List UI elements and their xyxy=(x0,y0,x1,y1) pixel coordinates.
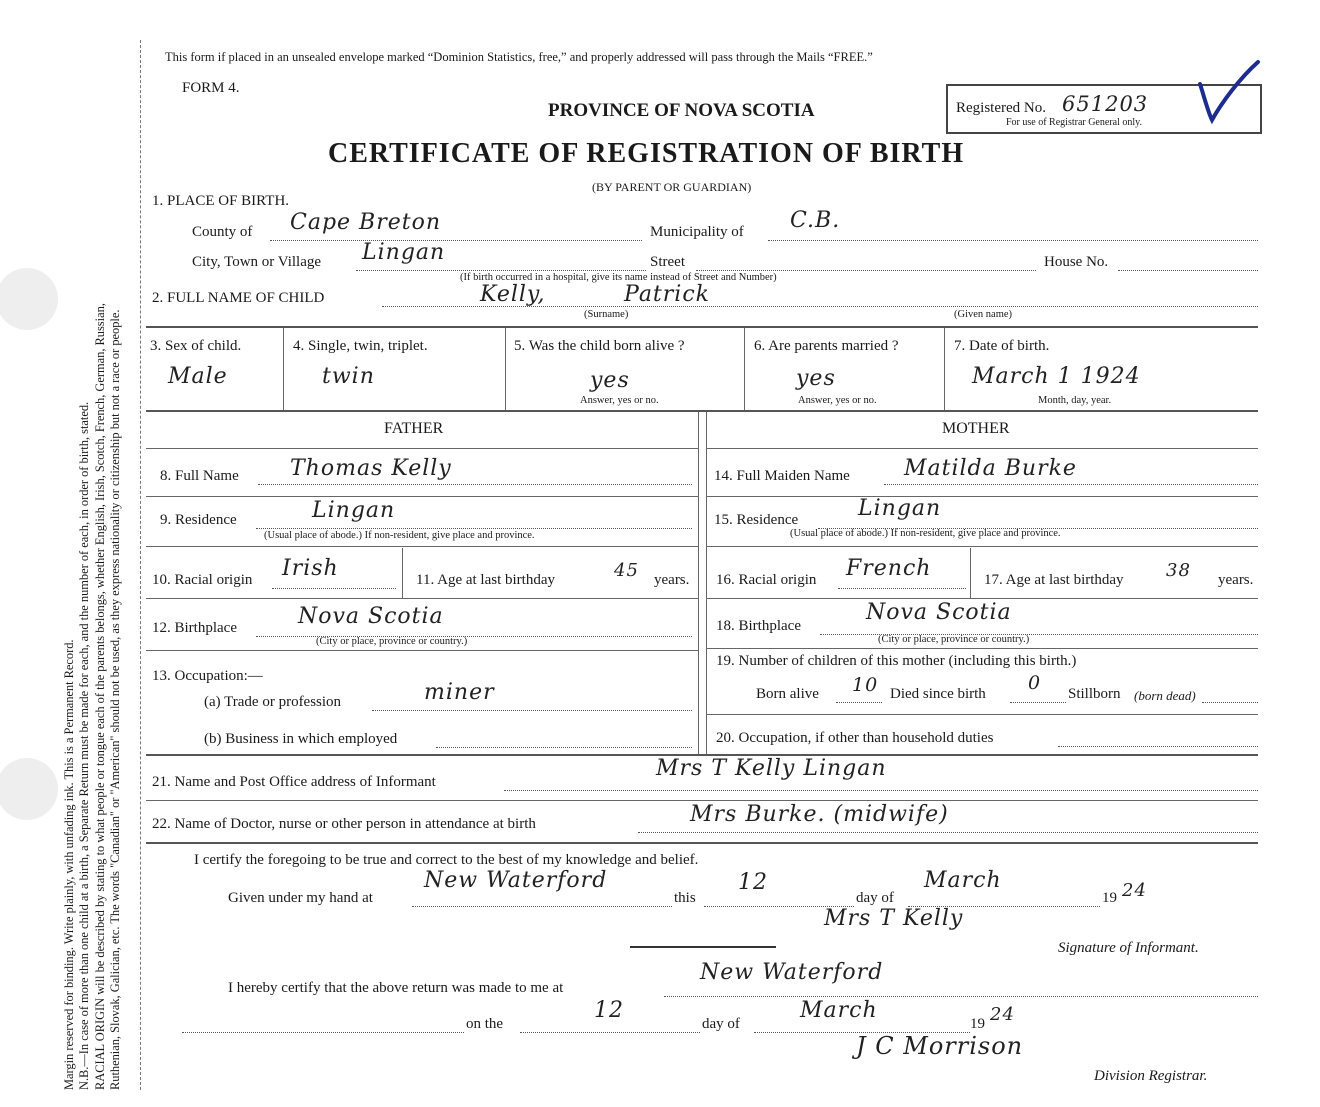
mother-rule-2 xyxy=(706,496,1258,497)
mother-birthplace-caption: (City or place, province or country.) xyxy=(878,634,1030,645)
mother-name-label: 14. Full Maiden Name xyxy=(714,468,850,484)
city-value: Lingan xyxy=(362,240,446,265)
doctor-top-rule xyxy=(146,800,1258,801)
given-year-prefix: 19 xyxy=(1102,890,1117,906)
mail-notice: This form if placed in an unsealed envelope marked “Dominion Statistics, free,” and properly addressed will pass through the Mails “FREE.” xyxy=(165,50,873,64)
father-occupation-label: 13. Occupation:— xyxy=(152,668,263,684)
father-race-line xyxy=(272,588,396,589)
alive-value: yes xyxy=(590,368,630,393)
married-caption: Answer, yes or no. xyxy=(798,395,877,406)
house-no-line xyxy=(1118,270,1258,271)
mother-race-line xyxy=(838,588,966,589)
day-of-label: day of xyxy=(856,890,894,906)
row3-divider-2 xyxy=(505,328,506,410)
father-name-value: Thomas Kelly xyxy=(290,456,452,481)
sex-label: 3. Sex of child. xyxy=(150,338,242,354)
registrar-signature-caption: Division Registrar. xyxy=(1094,1068,1208,1084)
this-label: this xyxy=(674,890,696,906)
mother-occupation-line xyxy=(1058,746,1258,747)
registrar-month-value: March xyxy=(800,998,878,1023)
mother-name-value: Matilda Burke xyxy=(904,456,1077,481)
mother-birthplace-label: 18. Birthplace xyxy=(716,618,801,634)
father-residence-line xyxy=(256,528,692,529)
row3-top-rule xyxy=(146,326,1258,328)
stillborn-label: Stillborn xyxy=(1068,686,1121,702)
certificate-subtitle: (BY PARENT OR GUARDIAN) xyxy=(592,180,752,194)
twin-value: twin xyxy=(322,364,375,389)
certify-text: I certify the foregoing to be true and correct to the best of my knowledge and belief. xyxy=(194,852,699,868)
municipality-value: C.B. xyxy=(790,208,841,233)
father-rule-2 xyxy=(146,496,698,497)
registrar-place-line xyxy=(664,996,1258,997)
certificate-title: CERTIFICATE OF REGISTRATION OF BIRTH xyxy=(328,138,965,169)
place-of-birth-label: 1. PLACE OF BIRTH. xyxy=(152,193,290,209)
mother-rule-3 xyxy=(706,546,1258,547)
given-year-value: 24 xyxy=(1122,880,1147,901)
registrar-place-value: New Waterford xyxy=(700,960,884,985)
given-month-value: March xyxy=(924,868,1002,893)
father-rule-1 xyxy=(146,448,698,449)
mother-race-value: French xyxy=(846,556,932,581)
county-line xyxy=(270,240,642,241)
registrar-day-line xyxy=(520,1032,700,1033)
binding-hole-top xyxy=(0,268,58,330)
informant-value: Mrs T Kelly Lingan xyxy=(656,756,887,781)
father-residence-caption: (Usual place of abode.) If non-resident, give place and province. xyxy=(264,530,535,541)
alive-label: 5. Was the child born alive ? xyxy=(514,338,685,354)
married-value: yes xyxy=(796,366,836,391)
child-given-value: Patrick xyxy=(624,282,710,307)
county-value: Cape Breton xyxy=(290,210,442,235)
doctor-label: 22. Name of Doctor, nurse or other person in attendance at birth xyxy=(152,816,536,832)
registered-no-value: 651203 xyxy=(1062,92,1149,116)
binding-hole-bottom xyxy=(0,758,58,820)
date-label: 7. Date of birth. xyxy=(954,338,1050,354)
father-rule-3 xyxy=(146,546,698,547)
sex-value: Male xyxy=(168,364,228,389)
mother-residence-value: Lingan xyxy=(858,496,942,521)
father-rule-4 xyxy=(146,598,698,599)
row3-divider-1 xyxy=(283,328,284,410)
street-label: Street xyxy=(650,254,685,270)
separator-rule xyxy=(630,946,776,948)
father-birthplace-label: 12. Birthplace xyxy=(152,620,237,636)
hospital-note: (If birth occurred in a hospital, give its name instead of Street and Number) xyxy=(460,272,777,283)
born-alive-line xyxy=(836,702,882,703)
father-heading: FATHER xyxy=(384,420,444,437)
mother-rule-5 xyxy=(706,648,1258,649)
mother-birthplace-value: Nova Scotia xyxy=(866,600,1012,625)
married-label: 6. Are parents married ? xyxy=(754,338,899,354)
row3-bottom-rule xyxy=(146,410,1258,412)
twin-label: 4. Single, twin, triplet. xyxy=(293,338,428,354)
given-under-label: Given under my hand at xyxy=(228,890,373,906)
died-since-birth-label: Died since birth xyxy=(890,686,986,702)
informant-signature: Mrs T Kelly xyxy=(824,906,964,931)
child-name-label: 2. FULL NAME OF CHILD xyxy=(152,290,325,306)
mother-name-line xyxy=(884,484,1258,485)
mother-age-value: 38 xyxy=(1166,560,1191,581)
doctor-line xyxy=(638,832,1258,833)
registered-no-label: Registered No. xyxy=(956,100,1046,116)
died-since-birth-value: 0 xyxy=(1028,672,1042,694)
registrar-day-value: 12 xyxy=(594,998,624,1023)
father-birthplace-caption: (City or place, province or country.) xyxy=(316,636,468,647)
parents-divider-left xyxy=(698,412,699,754)
died-since-birth-line xyxy=(1010,702,1066,703)
margin-line-1: Margin reserved for binding. Write plainly, with unfading ink. This is a Permanent Record. xyxy=(62,639,76,1090)
mother-residence-caption: (Usual place of abode.) If non-resident, give place and province. xyxy=(790,528,1061,539)
informant-signature-caption: Signature of Informant. xyxy=(1058,940,1199,956)
stillborn-note: (born dead) xyxy=(1134,688,1196,703)
registrar-blank-line xyxy=(182,1032,464,1033)
mother-rule-6 xyxy=(706,714,1258,715)
registrar-year-value: 24 xyxy=(990,1004,1015,1025)
father-residence-value: Lingan xyxy=(312,498,396,523)
given-day-value: 12 xyxy=(738,870,768,895)
father-trade-line xyxy=(372,710,692,711)
given-place-value: New Waterford xyxy=(424,868,608,893)
born-alive-label: Born alive xyxy=(756,686,819,702)
father-trade-label: (a) Trade or profession xyxy=(204,694,342,710)
father-rule-5 xyxy=(146,650,698,651)
form-number: FORM 4. xyxy=(182,80,240,96)
father-name-label: 8. Full Name xyxy=(160,468,239,484)
mother-race-divider xyxy=(970,548,971,598)
father-race-value: Irish xyxy=(282,556,339,581)
margin-instructions xyxy=(62,30,222,1090)
children-count-label: 19. Number of children of this mother (including this birth.) xyxy=(716,653,1077,669)
registrar-year-prefix: 19 xyxy=(970,1016,985,1032)
father-birthplace-value: Nova Scotia xyxy=(298,604,444,629)
city-line xyxy=(356,270,646,271)
given-caption: (Given name) xyxy=(954,309,1013,320)
father-age-label: 11. Age at last birthday xyxy=(416,572,555,588)
father-trade-value: miner xyxy=(424,680,495,705)
father-name-line xyxy=(258,484,692,485)
row3-divider-4 xyxy=(944,328,945,410)
county-label: County of xyxy=(192,224,253,240)
parents-divider-right xyxy=(706,412,707,754)
mother-occupation-label: 20. Occupation, if other than household duties xyxy=(716,730,994,746)
alive-caption: Answer, yes or no. xyxy=(580,395,659,406)
margin-line-3: RACIAL ORIGIN will be described by stating to what people or tongue each of the parents belongs, whether English, Irish, Scotch, French, German, Russian, xyxy=(92,303,107,1090)
on-the-label: on the xyxy=(466,1016,504,1032)
father-years-label: years. xyxy=(654,572,690,588)
doctor-value: Mrs Burke. (midwife) xyxy=(690,802,949,827)
given-place-line xyxy=(412,906,672,907)
registrar-signature: J C Morrison xyxy=(856,1032,1024,1060)
date-caption: Month, day, year. xyxy=(1038,395,1112,406)
municipality-line xyxy=(768,240,1258,241)
house-no-label: House No. xyxy=(1044,254,1109,270)
father-business-label: (b) Business in which employed xyxy=(204,731,398,747)
margin-line-2: N.B.—In case of more than one child at a birth, a Separate Return must be made for each, and the number of each, in order of birth, stated. xyxy=(77,401,92,1090)
mother-heading: MOTHER xyxy=(942,420,1010,437)
father-race-divider xyxy=(402,548,403,598)
informant-line xyxy=(504,790,1258,791)
binding-margin-line xyxy=(140,40,142,1090)
father-residence-label: 9. Residence xyxy=(160,512,237,528)
stillborn-line xyxy=(1202,702,1258,703)
mother-rule-1 xyxy=(706,448,1258,449)
registrar-certify-text: I hereby certify that the above return was made to me at xyxy=(228,980,564,996)
born-alive-value: 10 xyxy=(852,674,879,696)
checkmark-icon xyxy=(1188,56,1268,126)
mother-residence-label: 15. Residence xyxy=(714,512,799,528)
registered-no-note: For use of Registrar General only. xyxy=(1006,117,1142,128)
mother-years-label: years. xyxy=(1218,572,1254,588)
father-age-value: 45 xyxy=(614,560,639,581)
father-business-line xyxy=(436,747,692,748)
certification-top-rule xyxy=(146,842,1258,844)
municipality-label: Municipality of xyxy=(650,224,744,240)
row3-divider-3 xyxy=(744,328,745,410)
mother-race-label: 16. Racial origin xyxy=(716,572,817,588)
surname-caption: (Surname) xyxy=(584,309,629,320)
date-value: March 1 1924 xyxy=(972,364,1141,389)
mother-rule-4 xyxy=(706,598,1258,599)
father-race-label: 10. Racial origin xyxy=(152,572,253,588)
informant-label: 21. Name and Post Office address of Informant xyxy=(152,774,436,790)
province-title: PROVINCE OF NOVA SCOTIA xyxy=(548,100,815,121)
street-line xyxy=(696,270,1036,271)
margin-line-4: Ruthenian, Slovak, Galician, etc. The words "Canadian" or "American" should not be used, as they express nationality or citizenship but not a race or people. xyxy=(108,309,123,1090)
registrar-day-of-label: day of xyxy=(702,1016,740,1032)
child-surname-value: Kelly, xyxy=(480,282,546,307)
city-label: City, Town or Village xyxy=(192,254,322,270)
mother-age-label: 17. Age at last birthday xyxy=(984,572,1124,588)
